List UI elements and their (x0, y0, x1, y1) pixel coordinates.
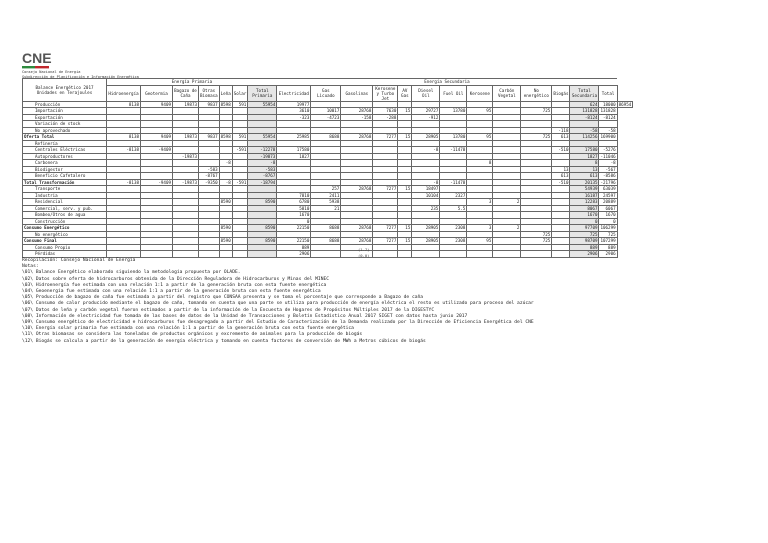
table-cell: 624 (570, 101, 599, 108)
table-title-line: Unidades en Terajoules (36, 89, 93, 95)
table-cell: 725 (521, 108, 552, 115)
table-cell: 131828 (600, 108, 616, 114)
table-cell: -8 (248, 160, 277, 167)
note-item: \04\ Geoenergía fue estimada con una relación 1:1 a partir de la generación bruta con esta fuente energética (22, 289, 321, 295)
table-cell: 7277 (373, 134, 398, 141)
note-item: \05\ Producción de bagazo de caña fue estimada a partir del registro que CONSAA presenta y se toma el porcentaje que corresponde a Bagazo de caña (22, 295, 424, 301)
table-title-cell (23, 79, 107, 102)
table-cell: 2308 (440, 238, 467, 245)
table-cell: 15 (398, 186, 412, 193)
table-cell: -510 (552, 147, 570, 154)
table-cell: -8767 (199, 173, 220, 180)
table-cell: 13780 (440, 134, 467, 141)
table-cell: 17580 (277, 147, 311, 154)
table-cell: 20135 (570, 179, 599, 186)
table-cell: 28905 (412, 225, 440, 232)
table-cell: 8 (570, 160, 599, 167)
cne-logo-text: CNE (22, 50, 52, 66)
column-header: Total (599, 85, 617, 101)
table-cell: -19873 (248, 153, 277, 160)
note-item: \09\ Consumo energético de electricidad e hidrocarburos fue desagregado a partir del Estudio de Caracterización de la Demanda realizado por la Dirección de Eficiencia Energética del CNE (22, 320, 534, 326)
table-cell: 725 (521, 238, 552, 245)
table-cell: -8 (599, 160, 617, 167)
note-item: \12\ Biogás se calcula a partir de la generación de energía eléctrica y tomando en cuenta factores de conversión de MWh a Metros cúbicos de biogás (22, 338, 426, 344)
row-label: No aprovechado (23, 127, 107, 134)
column-header: Solar (232, 85, 248, 101)
table-cell: 95 (467, 134, 493, 141)
source-line: Recopilación: Consejo Nacional de Energía (22, 258, 136, 263)
table-cell: 16187 (570, 192, 599, 199)
table-cell: 5938 (311, 199, 341, 206)
table-cell: -8 (412, 179, 440, 186)
table-cell: -11478 (440, 179, 467, 186)
table-cell: 3 (467, 199, 493, 206)
column-header: Kerosene (467, 85, 493, 101)
table-cell (199, 251, 220, 258)
table-cell: 86954 (618, 101, 632, 107)
table-cell: 10017 (311, 108, 341, 115)
table-cell: 257 (311, 186, 341, 193)
row-label: Comercial, serv. y pub. (23, 205, 107, 212)
table-cell: 24597 (599, 192, 617, 199)
table-cell: -912 (412, 114, 440, 121)
table-cell (440, 251, 467, 258)
column-header: Biogás (552, 85, 570, 101)
table-cell: 13 (552, 166, 570, 173)
table-cell: 591 (232, 101, 248, 108)
table-cell: 8590 (248, 199, 277, 206)
column-header: Kerosene y Turbo Jet (373, 85, 398, 101)
table-cell: 21 (311, 205, 341, 212)
row-label: Transporte (23, 186, 107, 193)
column-header: Gasolinas (341, 85, 373, 101)
table-cell: 591 (232, 134, 248, 141)
table-cell: 169900 (600, 134, 616, 140)
table-cell: -19873 (173, 179, 199, 186)
table-cell: 7630 (373, 108, 398, 115)
table-cell: -9350 (199, 179, 220, 186)
row-label: Residencial (23, 199, 107, 206)
table-cell: -9409 (141, 147, 173, 154)
energy-balance-table (22, 78, 633, 258)
table-cell: -19873 (173, 153, 199, 160)
table-row (23, 251, 633, 258)
table-cell: 95 (467, 238, 493, 245)
table-cell (311, 251, 341, 258)
table-cell: 613 (552, 173, 570, 180)
table-cell: 7277 (373, 238, 398, 245)
column-header: Diesel Oil (412, 85, 440, 101)
table-cell: 107299 (600, 238, 616, 244)
stray-values (358, 247, 369, 258)
row-label: Consumo Final (23, 238, 107, 245)
table-cell: 12283 (570, 199, 599, 206)
table-cell: -8138 (107, 147, 141, 154)
column-header: Gas Licuado (311, 85, 341, 101)
table-cell: 9837 (199, 134, 220, 141)
note-item: \06\ Consumo de calor producido mediante el bagazo de caña, tomando en cuenta que una parte se utiliza para producción de energía eléctrica el resto es utilizado para proceso del azúcar (22, 301, 534, 307)
table-cell: 25985 (277, 134, 311, 141)
table-cell: 15 (398, 225, 412, 232)
table-cell: 9837 (199, 101, 220, 108)
group-primary-header: Energía Primaria (107, 79, 277, 86)
notes-list (22, 270, 534, 344)
notes-block (22, 258, 534, 345)
table-cell: -591 (232, 179, 248, 186)
table-cell: 2411 (311, 192, 341, 199)
table-cell: 17580 (570, 147, 599, 154)
table-cell: 8138 (107, 134, 141, 141)
table-cell (467, 251, 493, 258)
row-label: Consumo Propio (23, 244, 107, 251)
table-cell: 6780 (277, 199, 311, 206)
table-cell: 1827 (570, 153, 599, 160)
table-cell: 8598 (220, 101, 231, 107)
row-label: Beneficio Cafetalero (23, 173, 107, 180)
table-cell: 28768 (341, 225, 373, 232)
table-cell: -567 (599, 166, 617, 173)
table-cell (373, 251, 398, 258)
table-cell: 9409 (141, 101, 173, 108)
column-header: Electricidad (277, 85, 311, 101)
table-cell: 8590 (220, 225, 231, 231)
table-cell: 29727 (412, 108, 440, 115)
row-label: Construcción (23, 218, 107, 225)
table-cell: 2906 (570, 251, 599, 258)
row-label: No energético (23, 231, 107, 238)
table-cell: 6067 (599, 205, 617, 212)
table-cell: 3 (467, 225, 493, 232)
table-cell: 0 (599, 218, 617, 225)
table-cell: 28905 (412, 238, 440, 245)
table-cell: -9409 (141, 179, 173, 186)
table-cell: 28768 (341, 134, 373, 141)
table-cell: -8586 (599, 173, 617, 180)
table-cell: 889 (599, 244, 617, 251)
table-cell: -8138 (107, 179, 141, 186)
table-cell: 22150 (277, 238, 311, 245)
table-cell: 0 (570, 218, 599, 225)
table-cell: 8590 (248, 238, 277, 245)
row-label: Bombeo/Otros de agua (23, 212, 107, 219)
column-header: Otras Biomasa (199, 85, 220, 101)
table-cell: 2906 (599, 251, 617, 258)
table-cell (232, 251, 248, 258)
table-cell: 9409 (141, 134, 173, 141)
table-cell: 97709 (570, 225, 599, 232)
table-cell: 13780 (440, 108, 467, 115)
group-secondary-header: Energía Secundaria (277, 79, 617, 86)
table-cell: 1827 (277, 153, 311, 160)
table-cell: 28768 (341, 108, 373, 115)
table-cell: 20889 (599, 199, 617, 206)
table-cell: 10104 (412, 192, 440, 199)
table-cell: -11046 (600, 153, 616, 159)
table-cell: 8688 (311, 134, 341, 141)
table-cell (412, 251, 440, 258)
table-cell: -5276 (599, 147, 617, 154)
table-cell: 1670 (277, 212, 311, 219)
table-cell: 2906 (277, 251, 311, 258)
note-item: \01\ Balance Energético elaborado siguiendo la metodología propuesta por OLADE. (22, 270, 241, 276)
table-cell: 7810 (277, 192, 311, 199)
table-cell: 8590 (248, 225, 277, 232)
table-title-line: Balance Energético 2017 (35, 84, 94, 90)
column-header: Hidroenergía (107, 85, 141, 101)
table-cell: 889 (277, 244, 311, 251)
table-cell (398, 251, 412, 258)
table-cell (219, 251, 232, 258)
row-label: Variación de stock (23, 121, 107, 128)
column-header: AV Gas (398, 85, 412, 101)
table-cell: 8590 (220, 199, 231, 205)
column-header: Carbón Vegetal (493, 85, 521, 101)
table-cell: 55954 (248, 101, 277, 108)
table-cell: 2 (493, 225, 521, 232)
table-cell: 7277 (373, 225, 398, 232)
table-cell (248, 251, 277, 258)
table-cell: 28768 (341, 238, 373, 245)
table-cell: 0 (277, 218, 311, 225)
org-line-1: Consejo Nacional de Energía (22, 70, 81, 74)
table-cell (552, 251, 570, 258)
table-cell: 8138 (107, 101, 141, 108)
table-cell: -288 (373, 114, 398, 121)
table-cell: 889 (570, 244, 599, 251)
table-cell: -8 (219, 160, 232, 167)
table-cell: -8 (412, 147, 440, 154)
note-item: \08\ Información de electricidad fue tomada de las bases de datos de la Unidad de Transacciones y Boletín Estadístico Anual 2017 SIGET con datos hasta junio 2017 (22, 313, 468, 319)
row-label: Pérdidas (23, 251, 107, 258)
table-cell: 3610 (277, 108, 311, 115)
table-cell: 114256 (570, 134, 599, 141)
row-label: Centrales Eléctricas (23, 147, 107, 154)
column-header: Total Primaria (248, 85, 277, 101)
table-cell: 8067 (570, 205, 599, 212)
table-cell: 8590 (220, 238, 231, 244)
note-item: \11\ Otras biomasas se considera las toneladas de productos orgánicos y excremento de animales para la producción de biogás (22, 332, 363, 338)
table-cell: -18794 (248, 179, 277, 186)
stray-value-2: (0.0) (358, 252, 370, 258)
table-cell: 95 (467, 108, 493, 115)
table-cell (173, 251, 199, 258)
table-cell: 8 (467, 160, 493, 167)
table-cell: 55954 (248, 134, 277, 141)
table-cell: 98709 (570, 238, 599, 245)
column-header: No energético (521, 85, 552, 101)
table-cell: -4723 (311, 114, 341, 121)
note-item: \07\ Datos de leña y carbón vegetal fueron estimados a partir de la información de la Encuesta de Hogares de Propósitos Múltiples 2017 de la DIGESTYC (22, 307, 435, 313)
table-cell: 2327 (440, 192, 467, 199)
row-label: Consumo Energético (23, 225, 107, 232)
table-cell: -8124 (599, 114, 617, 121)
table-cell: 2308 (440, 225, 467, 232)
row-label: Industria (23, 192, 107, 199)
table-cell: 19977 (277, 101, 311, 108)
table-cell: 19873 (173, 101, 199, 108)
column-header: Leña (219, 85, 232, 101)
table-cell: 106299 (600, 225, 616, 231)
table-cell (493, 251, 521, 258)
table-cell: 18000 (599, 101, 617, 108)
table-cell (141, 251, 173, 258)
note-item: \10\ Energía solar primaria fue estimada con una relación 1:1 a partir de la generación bruta con esta fuente energética (22, 326, 354, 332)
table-cell: 7277 (373, 186, 398, 193)
table-cell (107, 251, 141, 258)
table-cell: 613 (570, 173, 599, 180)
row-label: Importación (23, 108, 107, 115)
stray-value-1: (1.7) (358, 247, 370, 252)
table-cell: -158 (341, 114, 373, 121)
column-header: Bagazo de Caña (173, 85, 199, 101)
row-label: Biodigestor (23, 166, 107, 173)
column-header: Geotermia (141, 85, 173, 101)
table-cell: 5.5 (440, 205, 467, 212)
table-cell: 725 (570, 231, 599, 238)
table-cell: -12278 (248, 147, 277, 154)
table-cell: 13 (570, 166, 599, 173)
logo-bar-red (35, 66, 49, 68)
table-cell: 15 (398, 238, 412, 245)
row-label: Carbonera (23, 160, 107, 167)
table-cell: -11478 (440, 147, 467, 154)
table-cell: -583 (248, 166, 277, 173)
table-cell: 28905 (412, 134, 440, 141)
table-cell: -118 (552, 127, 570, 134)
table-cell: 725 (521, 134, 552, 141)
table-cell (521, 251, 552, 258)
table-cell: -591 (232, 147, 248, 154)
table-cell: -21796 (600, 179, 616, 185)
table-cell: -58 (570, 127, 599, 134)
column-header: Total Secundaria (570, 85, 599, 101)
table-cell: 15 (398, 134, 412, 141)
table-cell: 725 (521, 231, 552, 238)
table-cell: 8598 (220, 134, 231, 140)
notes-heading: Notas: (22, 264, 39, 270)
table-cell: 19873 (173, 134, 199, 141)
row-label: Autoproductores (23, 153, 107, 160)
table-cell: -323 (277, 114, 311, 121)
row-label: Oferta Total (23, 134, 107, 141)
table-cell: 18497 (412, 186, 440, 193)
table-cell: -583 (199, 166, 220, 173)
note-item: \02\ Datos sobre oferta de hidrocarburos obtenida de la Dirección Reguladora de Hidrocarburos y Minas del MINEC (22, 276, 329, 282)
table-cell: -58 (599, 127, 617, 134)
table-cell: 725 (599, 231, 617, 238)
row-label: Producción (23, 101, 107, 108)
table-cell: 15 (398, 108, 412, 115)
table-cell: -510 (552, 179, 570, 186)
table-cell: 8688 (311, 238, 341, 245)
table-cell: 131828 (570, 108, 599, 115)
column-header-row (23, 85, 633, 101)
table-cell: 1670 (599, 212, 617, 219)
cne-logo (22, 48, 62, 70)
table-cell: 22150 (277, 225, 311, 232)
table-cell: 63039 (599, 186, 617, 193)
row-label: Exportación (23, 114, 107, 121)
logo-bar-green (22, 66, 35, 68)
table-cell: 2 (493, 199, 521, 206)
column-header: Fuel Oil (440, 85, 467, 101)
table-cell: 613 (552, 134, 570, 141)
table-cell: 8688 (311, 225, 341, 232)
table-cell: -8 (219, 179, 232, 186)
table-cell: 1670 (570, 212, 599, 219)
table-cell: -8767 (248, 173, 277, 180)
org-line-2: Subdirección de Planificación e Información Energética (22, 74, 139, 79)
row-label: Total Transformación (23, 179, 107, 186)
table-cell: 5810 (277, 205, 311, 212)
table-cell: 28768 (341, 186, 373, 193)
table-cell: 54939 (570, 186, 599, 193)
row-label: Refinería (23, 140, 107, 147)
table-cell: 235 (412, 205, 440, 212)
note-item: \03\ Hidroenergía fue estimada con una relación 1:1 a partir de la generación bruta con esta fuente energética (22, 282, 327, 288)
table-cell: -8124 (570, 114, 599, 121)
